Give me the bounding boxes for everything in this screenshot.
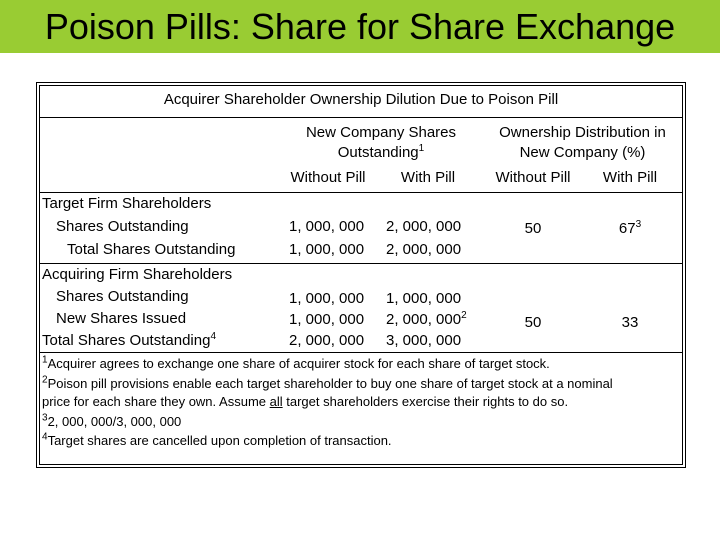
subheader-ownership-without: Without Pill (495, 169, 571, 186)
target-row-with: 2, 000, 000 (386, 218, 462, 235)
footnote-2-line1: $^2$Poison pill provisions enable each target shareholder to buy one share of target stock at a nominal (42, 374, 613, 391)
footnote-3: $^3$2, 000, 000/3, 000, 000 (42, 412, 182, 429)
acquiring-row-with: 1, 000, 000 (386, 290, 462, 307)
footnote-divider (39, 352, 683, 353)
ownership-header-line1: Ownership Distribution in (499, 124, 666, 141)
ownership-header-line2: New Company (%) (519, 144, 646, 161)
target-row-label: Shares Outstanding (56, 218, 189, 235)
acquiring-ownership-with: 33 (621, 314, 639, 331)
subheader-shares-without: Without Pill (290, 169, 366, 186)
caption-divider (39, 117, 683, 118)
table-caption: Acquirer Shareholder Ownership Dilution Due to Poison Pill (163, 91, 559, 108)
acquiring-row-without: 1, 000, 000 (289, 311, 365, 328)
target-ownership-without: 50 (524, 220, 542, 237)
acquiring-row-without: 1, 000, 000 (289, 290, 365, 307)
section-divider (39, 263, 683, 264)
footnote-1: $^1$Acquirer agrees to exchange one share of acquirer stock for each share of target stock. (42, 354, 550, 371)
acquiring-row-with: 2, 000, $000^2$ (386, 310, 467, 328)
slide-title: Poison Pills: Share for Share Exchange (44, 6, 676, 47)
target-row-without: 1, 000, 000 (289, 218, 365, 235)
subheader-ownership-with: With Pill (602, 169, 658, 186)
acquiring-row-label: New Shares Issued (56, 310, 187, 327)
header-divider (39, 192, 683, 193)
target-row-label: Total Shares Outstanding (67, 241, 236, 258)
target-row-with: 2, 000, 000 (386, 241, 462, 258)
target-row-without: 1, 000, 000 (289, 241, 365, 258)
acquiring-ownership-without: 50 (524, 314, 542, 331)
acquiring-row-label: Shares Outstanding (56, 288, 189, 305)
acquiring-row-with: 3, 000, 000 (386, 332, 462, 349)
shares-header-line1: New Company Shares (305, 124, 457, 141)
target-ownership-with: $67^3$ (618, 219, 642, 237)
shares-header-line2: Outstanding$^1$ (337, 143, 425, 161)
footnote-2-line2: price for each share they own. Assume all target shareholders exercise their rights to do so. (42, 394, 569, 409)
acquiring-row-label: Total Shares Outstanding$^4$ (42, 331, 216, 349)
acquiring-section-heading: Acquiring Firm Shareholders (42, 266, 233, 283)
target-section-heading: Target Firm Shareholders (42, 195, 212, 212)
acquiring-row-without: 2, 000, 000 (289, 332, 365, 349)
subheader-shares-with: With Pill (400, 169, 456, 186)
footnote-4: $^4$Target shares are cancelled upon completion of transaction. (42, 431, 392, 448)
